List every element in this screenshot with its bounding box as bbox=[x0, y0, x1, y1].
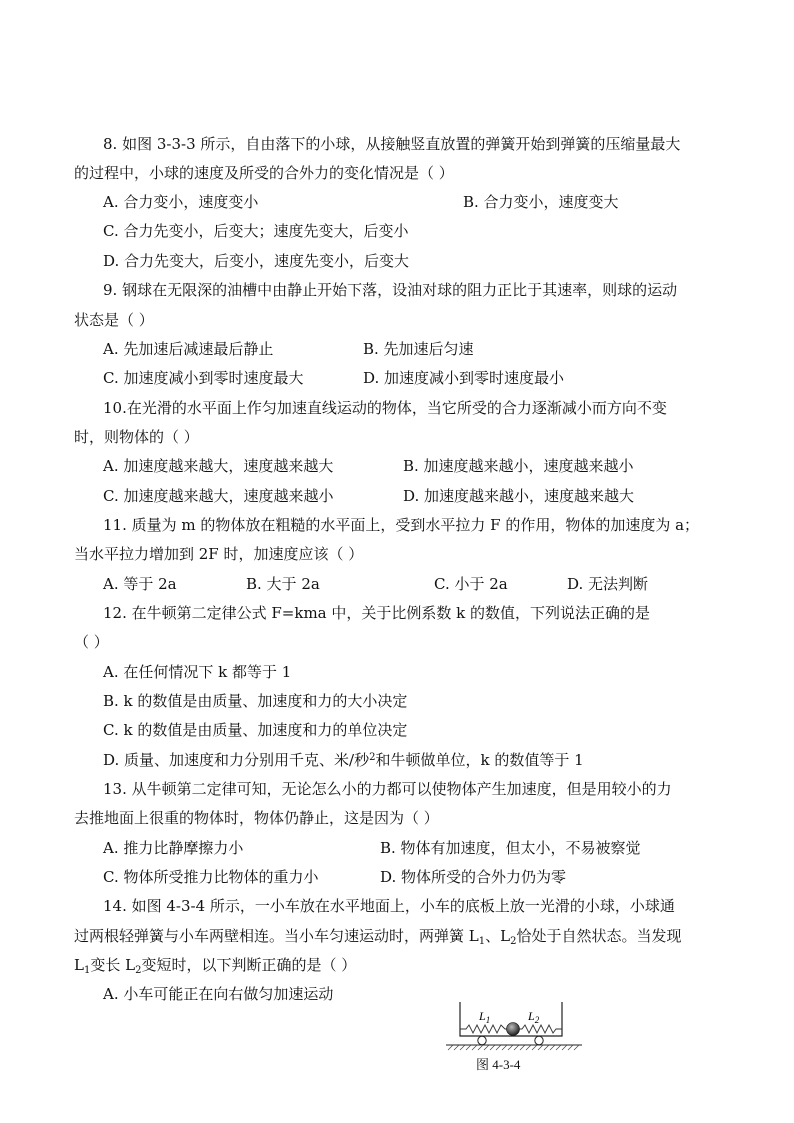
q12-option-d-pre: D. 质量、加速度和力分别用千克、米/秒 bbox=[103, 751, 370, 769]
q10-option-c: C. 加速度越来越大，速度越来越小 bbox=[103, 487, 334, 505]
q14-stem-line3-b: 变长 L bbox=[90, 956, 136, 974]
q14-stem-line3-c: 变短时，以下判断正确的是（ ） bbox=[141, 956, 357, 974]
q12-option-d-sup: 2 bbox=[369, 752, 376, 763]
q10-stem-line1: 10.在光滑的水平面上作匀加速直线运动的物体，当它所受的合力逐渐减小而方向不变 bbox=[103, 399, 667, 417]
q9-stem-line1: 9. 钢球在无限深的油槽中由静止开始下落，设油对球的阻力正比于其速率，则球的运动 bbox=[103, 281, 678, 299]
q14-l1-sub: 1 bbox=[478, 936, 486, 947]
q13-option-c: C. 物体所受推力比物体的重力小 bbox=[103, 868, 319, 886]
q12-stem-line1: 12. 在牛顿第二定律公式 F=kma 中，关于比例系数 k 的数值，下列说法正确的是 bbox=[103, 604, 651, 622]
q11-option-c: C. 小于 2a bbox=[434, 575, 508, 593]
q13-option-a: A. 推力比静摩擦力小 bbox=[103, 839, 244, 857]
q14-l2-sub-2: 2 bbox=[135, 965, 142, 976]
q12-stem-line2: （ ） bbox=[74, 633, 109, 651]
q13-option-b: B. 物体有加速度，但太小，不易被察觉 bbox=[380, 839, 641, 857]
q14-stem-line2-mid: 、L bbox=[485, 927, 511, 945]
wheel-left bbox=[478, 1036, 486, 1044]
q14-stem-line2 bbox=[74, 926, 681, 946]
q11-option-a: A. 等于 2a bbox=[103, 575, 177, 593]
spring-label-l2: $L_2$ bbox=[528, 1009, 540, 1025]
q8-option-d: D. 合力先变大，后变小，速度先变小，后变大 bbox=[103, 252, 410, 270]
q12-option-d bbox=[103, 750, 584, 770]
q8-option-b: B. 合力变小，速度变大 bbox=[463, 193, 619, 211]
q9-option-b: B. 先加速后匀速 bbox=[363, 340, 474, 358]
q11-option-b: B. 大于 2a bbox=[246, 575, 320, 593]
q11-stem-line1: 11. 质量为 m 的物体放在粗糙的水平面上，受到水平拉力 F 的作用，物体的加速度为 a； bbox=[103, 516, 700, 534]
spring-right bbox=[519, 1025, 562, 1033]
q14-stem-line3-a: L bbox=[74, 956, 84, 974]
q9-option-d: D. 加速度减小到零时速度最小 bbox=[363, 369, 565, 387]
q8-stem-line2: 的过程中，小球的速度及所受的合外力的变化情况是（ ） bbox=[74, 164, 454, 182]
q14-stem-line1: 14. 如图 4-3-4 所示，一小车放在水平地面上，小车的底板上放一光滑的小球，小球通 bbox=[103, 897, 675, 915]
q11-option-d: D. 无法判断 bbox=[567, 575, 649, 593]
cart-spring-figure bbox=[444, 998, 584, 1060]
q14-stem-line3 bbox=[74, 955, 356, 975]
q8-stem-line1: 8. 如图 3-3-3 所示，自由落下的小球，从接触竖直放置的弹簧开始到弹簧的压缩量最大 bbox=[103, 135, 681, 153]
q8-option-c: C. 合力先变小，后变大；速度先变大，后变小 bbox=[103, 222, 409, 240]
q9-option-c: C. 加速度减小到零时速度最大 bbox=[103, 369, 304, 387]
q13-stem-line1: 13. 从牛顿第二定律可知，无论怎么小的力都可以使物体产生加速度，但是用较小的力 bbox=[103, 780, 672, 798]
figure-caption: 图 4-3-4 bbox=[476, 1057, 521, 1072]
q9-stem-line2: 状态是（ ） bbox=[74, 311, 154, 329]
q8-option-a: A. 合力变小，速度变小 bbox=[103, 193, 259, 211]
q11-stem-line2: 当水平拉力增加到 2F 时，加速度应该（ ） bbox=[74, 545, 364, 563]
wheel-right bbox=[535, 1036, 543, 1044]
q14-l1-sub-2: 1 bbox=[83, 965, 91, 976]
q12-option-c: C. k 的数值是由质量、加速度和力的单位决定 bbox=[103, 721, 408, 739]
q12-option-d-post: 和牛顿做单位，k 的数值等于 1 bbox=[375, 751, 584, 769]
q10-option-a: A. 加速度越来越大，速度越来越大 bbox=[103, 457, 334, 475]
q13-stem-line2: 去推地面上很重的物体时，物体仍静止，这是因为（ ） bbox=[74, 809, 439, 827]
q14-stem-line2-post: 恰处于自然状态。当发现 bbox=[516, 927, 682, 945]
q10-option-d: D. 加速度越来越小，速度越来越大 bbox=[403, 487, 635, 505]
q13-option-d: D. 物体所受的合外力仍为零 bbox=[380, 868, 567, 886]
q9-option-a: A. 先加速后减速最后静止 bbox=[103, 340, 274, 358]
spring-left bbox=[460, 1025, 507, 1033]
q12-option-a: A. 在任何情况下 k 都等于 1 bbox=[103, 663, 292, 681]
q14-l2-sub: 2 bbox=[510, 936, 517, 947]
q10-stem-line2: 时，则物体的（ ） bbox=[74, 428, 199, 446]
q10-option-b: B. 加速度越来越小，速度越来越小 bbox=[403, 457, 634, 475]
q14-option-a: A. 小车可能正在向右做匀加速运动 bbox=[103, 985, 334, 1003]
spring-label-l1: $L_1$ bbox=[479, 1009, 491, 1025]
q12-option-b: B. k 的数值是由质量、加速度和力的大小决定 bbox=[103, 692, 408, 710]
q14-stem-line2-pre: 过两根轻弹簧与小车两壁相连。当小车匀速运动时，两弹簧 L bbox=[74, 927, 479, 945]
ball bbox=[507, 1023, 520, 1036]
ground-hatching bbox=[448, 1045, 579, 1050]
